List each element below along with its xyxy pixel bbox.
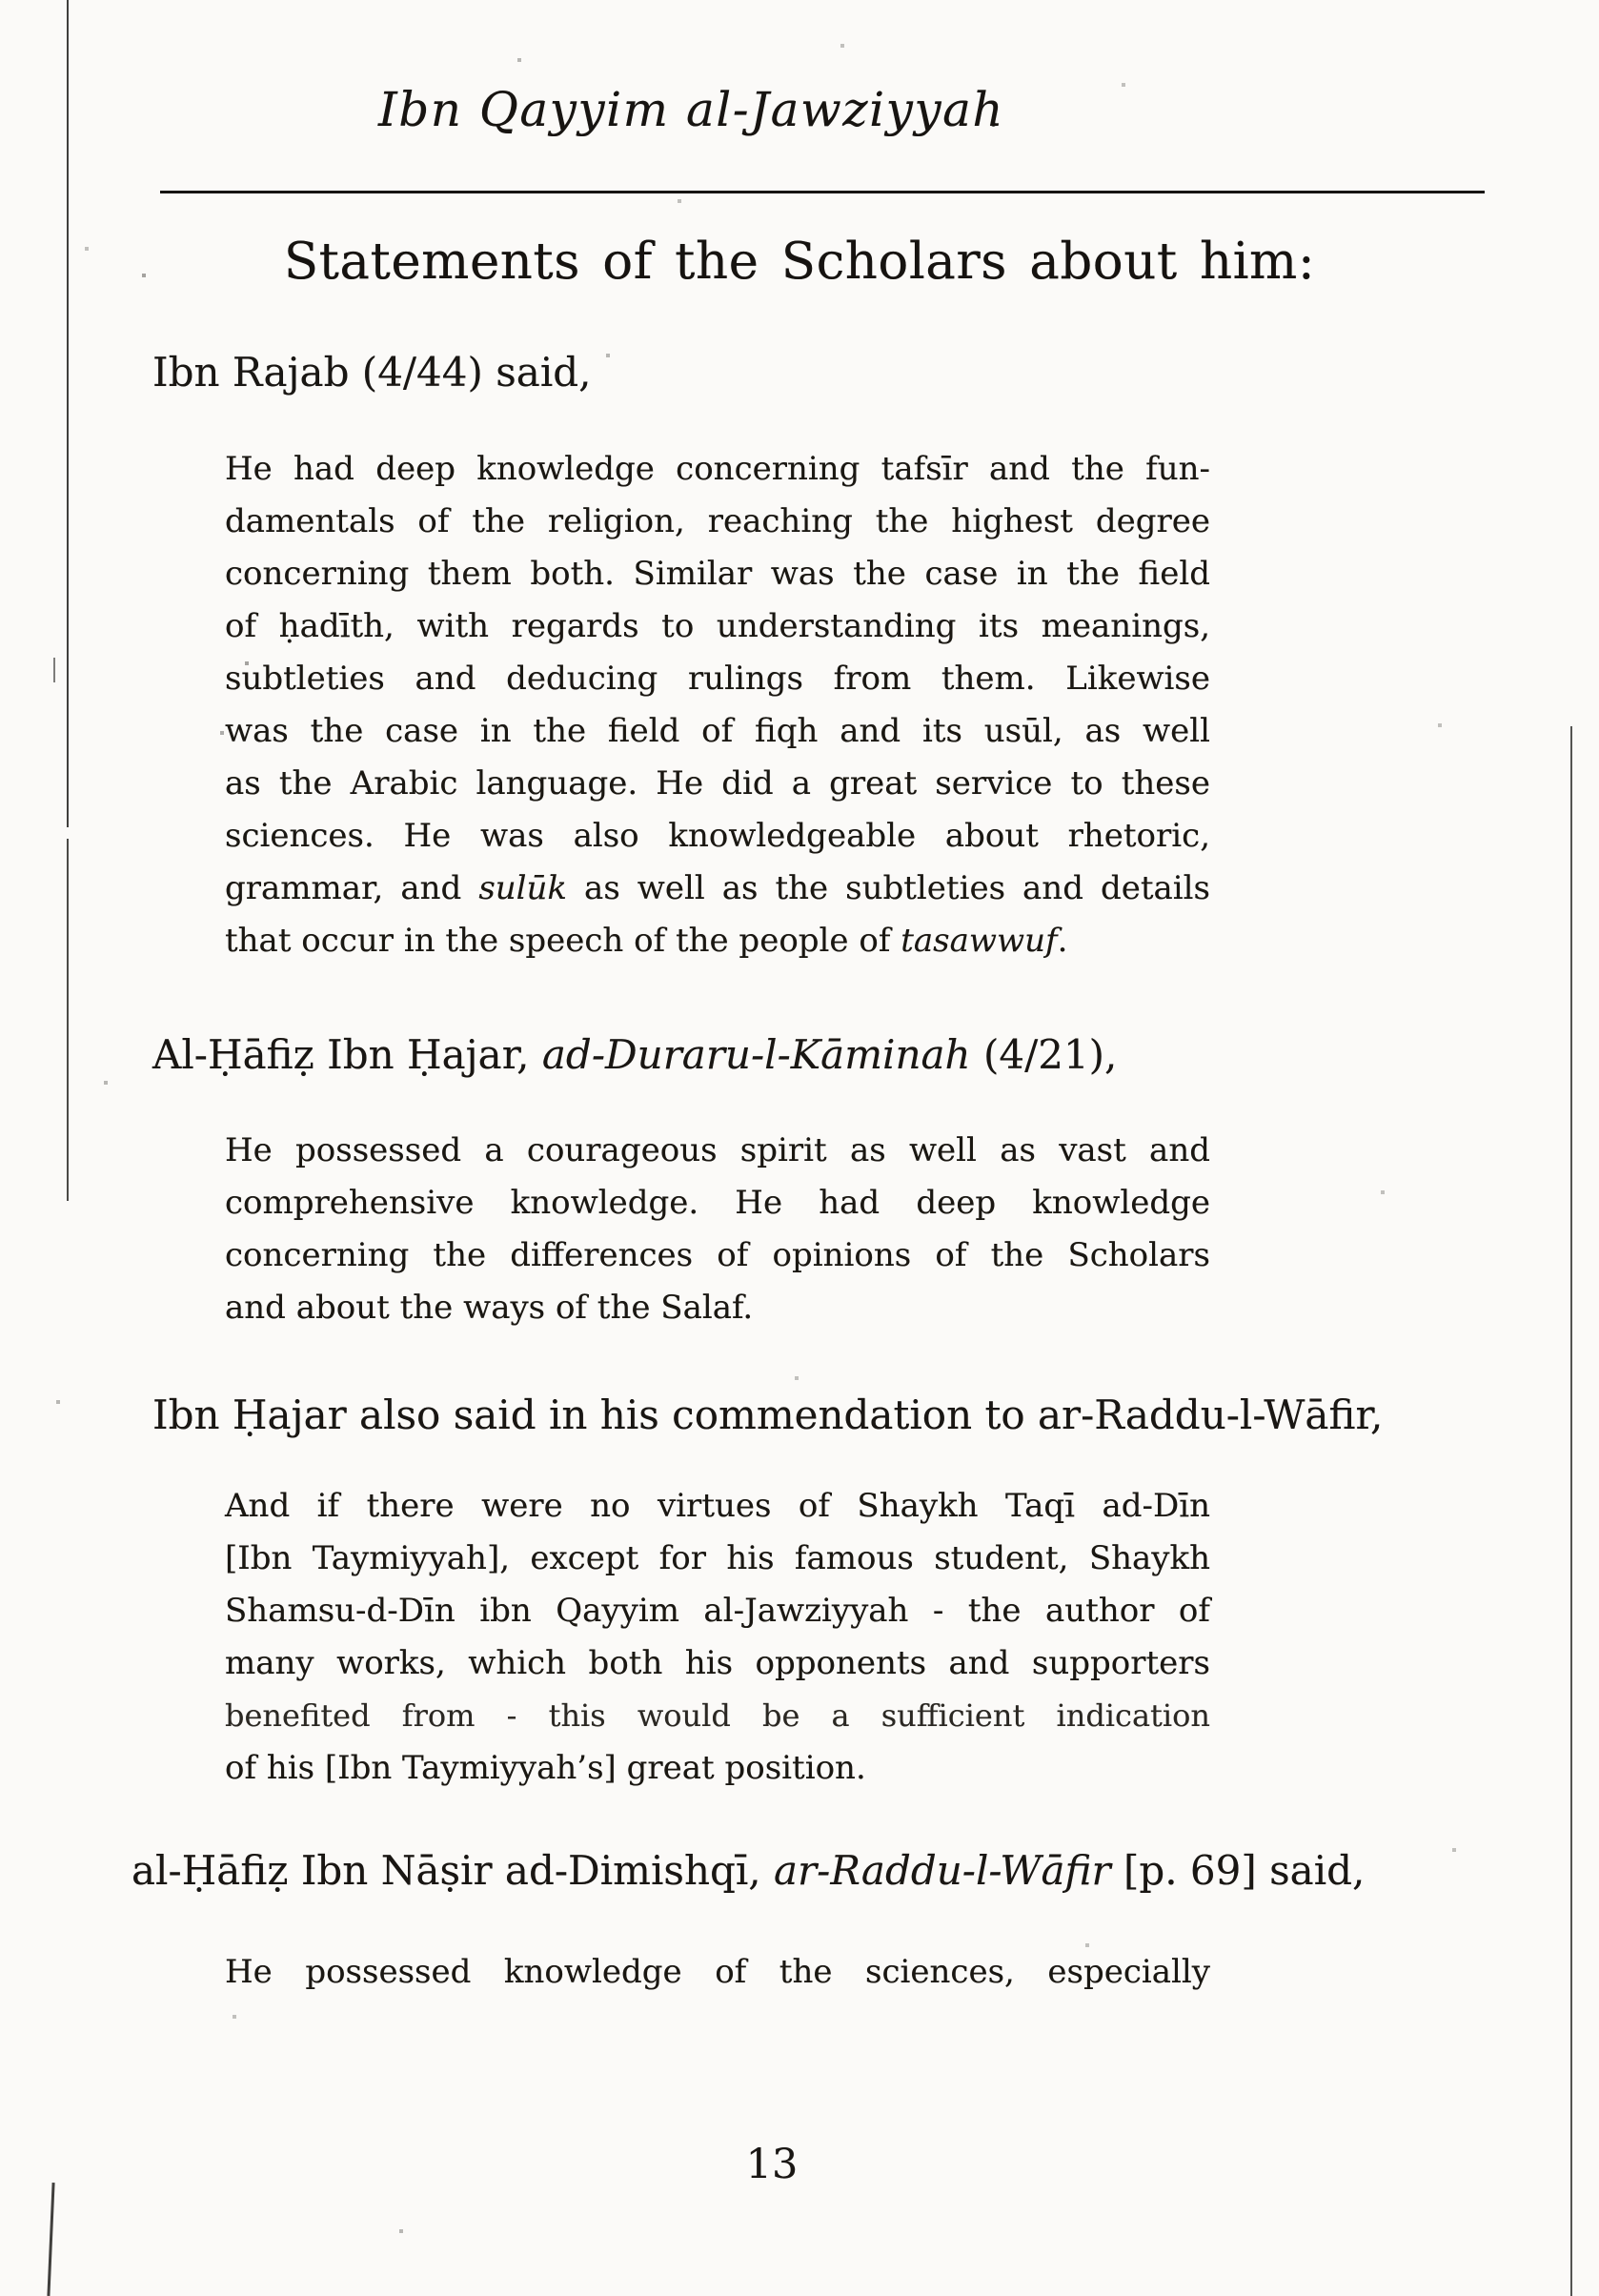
quote-line [225, 1946, 1210, 1999]
book-title-ar-raddu: ar-Raddu-l-Wāfir [774, 1847, 1111, 1894]
attribution-text: Al-Ḥāfiẓ Ibn Ḥajar, [152, 1031, 542, 1078]
quote-line-text: of his [Ibn Taymiyyah’s] great position. [225, 1749, 866, 1787]
quote-line-text: . [1057, 922, 1068, 960]
attribution-text: (4/21), [970, 1031, 1118, 1078]
quote-line-text: concerning them both. Similar was the case in the field [225, 555, 1210, 593]
quote-line [225, 1690, 1210, 1742]
italic-term-tasawwuf: tasawwuf [901, 922, 1058, 960]
attribution-text: Ibn Rajab (4/44) said, [152, 349, 592, 396]
quote-line-text: sciences. He was also knowledgeable about rhetoric, [225, 817, 1210, 855]
scan-margin-mark [53, 658, 55, 682]
quote-ibn-rajab [225, 443, 1210, 967]
quote-line [225, 1229, 1210, 1282]
quote-line-text: as well as the subtleties and details [567, 869, 1210, 907]
quote-line [225, 496, 1210, 548]
attribution-text: [p. 69] said, [1110, 1847, 1366, 1894]
quote-line [225, 548, 1210, 600]
quote-line-text: many works, which both his opponents and supporters [225, 1644, 1210, 1682]
page-title: Statements of the Scholars about him: [283, 233, 1316, 291]
scan-edge-line-right [1570, 726, 1572, 2296]
scan-edge-line-left-lower [67, 839, 69, 1201]
attribution-text: al-Ḥāfiẓ Ibn Nāṣir ad-Dimishqī, [132, 1847, 775, 1894]
quote-line [225, 705, 1210, 758]
book-title-ad-duraru: ad-Duraru-l-Kāminah [541, 1031, 971, 1078]
attribution-text: Ibn Ḥajar also said in his commendation to ar-Raddu-l-Wāfir, [152, 1392, 1384, 1438]
quote-line-text: And if there were no virtues of Shaykh Taqī ad-Dīn [225, 1487, 1210, 1525]
attribution-ibn-hajar-commendation [152, 1392, 1383, 1438]
quote-line [225, 1585, 1210, 1637]
quote-line-text: was the case in the field of fiqh and its usūl, as well [225, 712, 1210, 750]
quote-line-text: as the Arabic language. He did a great service to these [225, 764, 1210, 803]
quote-line [225, 863, 1210, 915]
quote-line-text: comprehensive knowledge. He had deep knowledge [225, 1184, 1210, 1222]
quote-line-text: damentals of the religion, reaching the highest degree [225, 502, 1210, 540]
header-rule [160, 191, 1485, 193]
quote-line-text: of ḥadīth, with regards to understanding its meanings, [225, 607, 1210, 645]
quote-line-text: benefited from - this would be a sufficient indication [225, 1697, 1210, 1734]
scan-edge-line-left [67, 0, 69, 827]
quote-line-text: concerning the differences of opinions of the Scholars [225, 1236, 1210, 1274]
quote-line [225, 915, 1210, 967]
quote-line [225, 1637, 1210, 1690]
quote-line-text: He possessed a courageous spirit as well as vast and [225, 1131, 1210, 1169]
scan-edge-line-bottom-left [47, 2183, 54, 2296]
running-header: Ibn Qayyim al-Jawziyyah [378, 82, 1005, 137]
quote-line [225, 758, 1210, 810]
quote-line [225, 1282, 1210, 1334]
quote-line-text: grammar, and [225, 869, 479, 907]
quote-line [225, 1177, 1210, 1229]
quote-line [225, 810, 1210, 863]
quote-line [225, 1480, 1210, 1533]
quote-line-text: [Ibn Taymiyyah], except for his famous student, Shaykh [225, 1539, 1210, 1577]
quote-line-text: subtleties and deducing rulings from them. Likewise [225, 660, 1210, 698]
quote-line-text: He possessed knowledge of the sciences, especially [225, 1953, 1210, 1991]
quote-line [225, 653, 1210, 705]
quote-line-text: Shamsu-d-Dīn ibn Qayyim al-Jawziyyah - the author of [225, 1592, 1210, 1630]
quote-ibn-nasir [225, 1946, 1210, 1999]
scan-specks [0, 0, 2, 2]
quote-line [225, 443, 1210, 496]
quote-line [225, 600, 1210, 653]
quote-commendation [225, 1480, 1210, 1795]
quote-line-text: He had deep knowledge concerning tafsīr and the fun- [225, 450, 1210, 488]
quote-line [225, 1533, 1210, 1585]
italic-term-suluk: sulūk [478, 869, 568, 907]
quote-line [225, 1742, 1210, 1795]
quote-line-text: that occur in the speech of the people of [225, 922, 901, 960]
attribution-ibn-hajar [152, 1031, 1117, 1078]
page-number: 13 [745, 2141, 799, 2188]
quote-line [225, 1125, 1210, 1177]
attribution-ibn-nasir [132, 1847, 1365, 1894]
attribution-ibn-rajab [152, 349, 592, 396]
quote-line-text: and about the ways of the Salaf. [225, 1289, 754, 1327]
quote-ibn-hajar [225, 1125, 1210, 1334]
